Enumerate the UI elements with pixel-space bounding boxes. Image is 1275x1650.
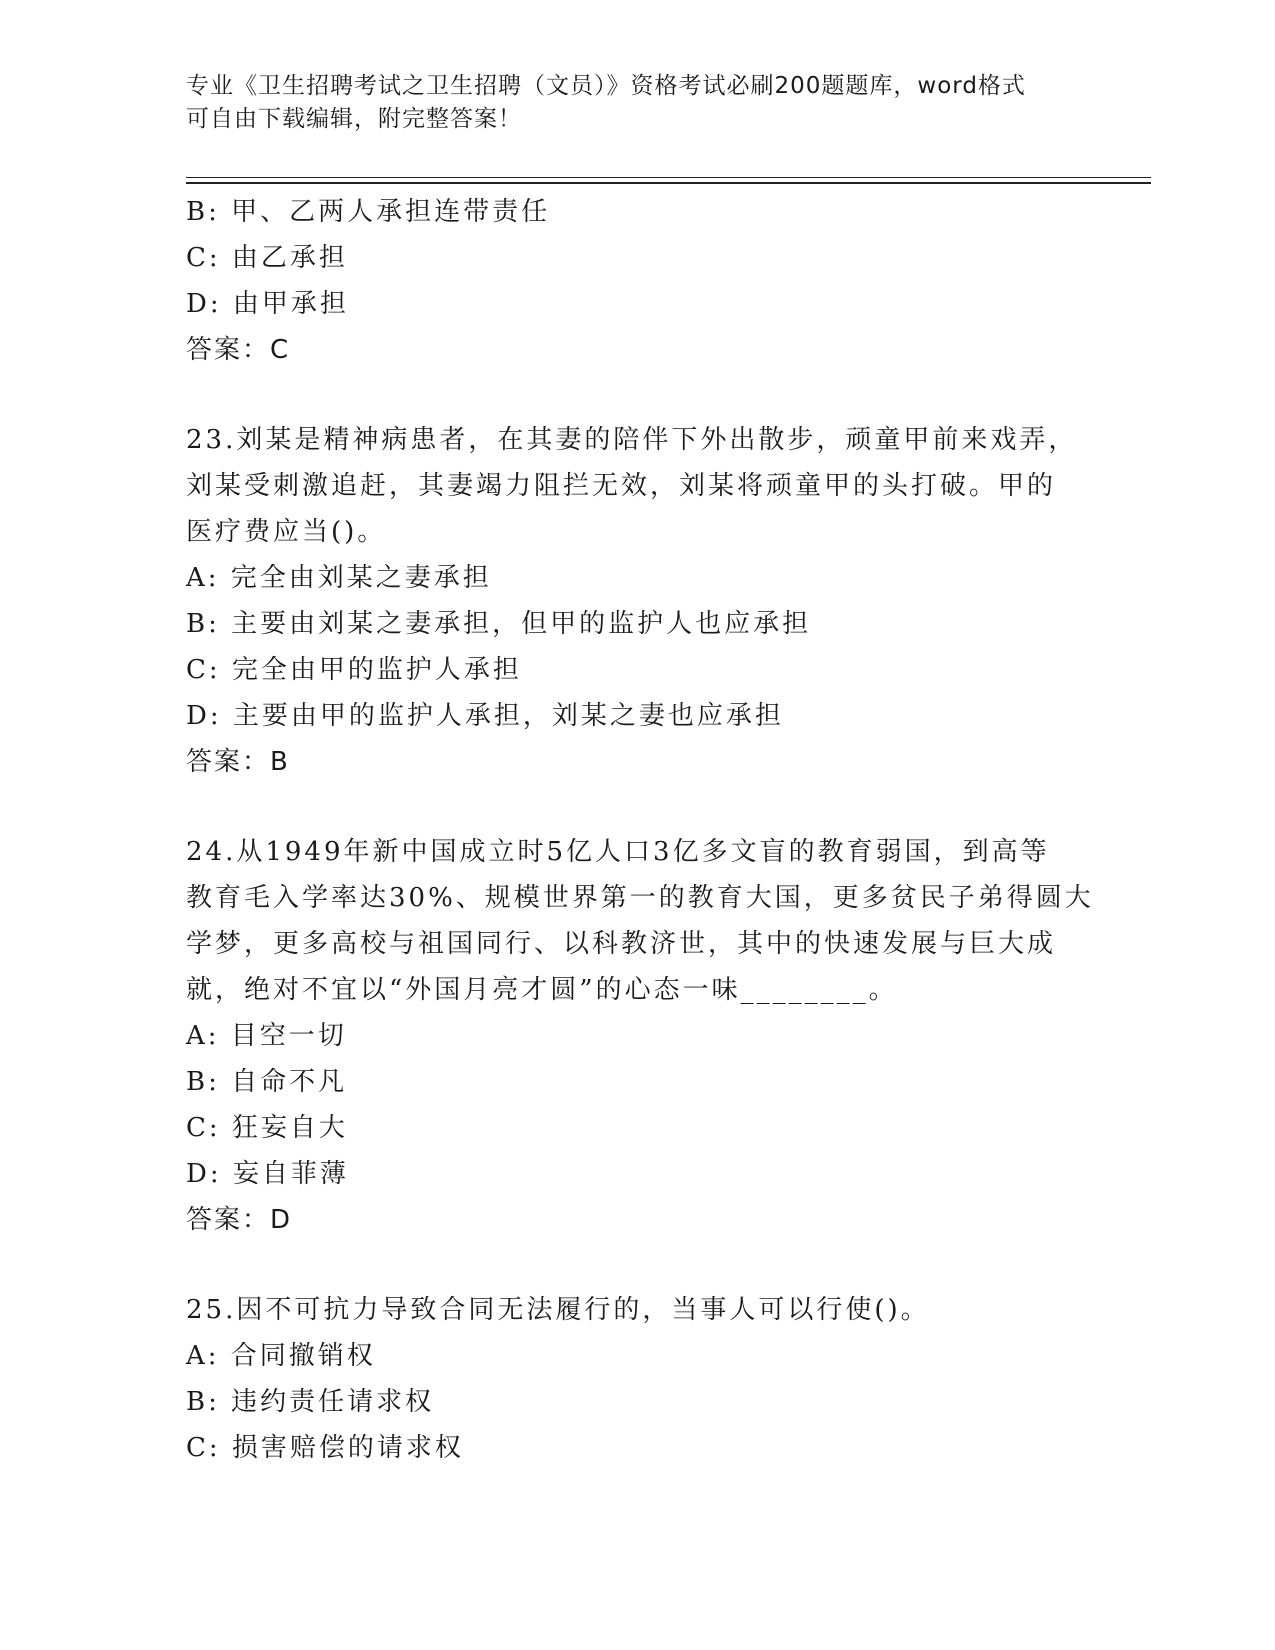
question-24 [186, 829, 1094, 1243]
header-divider-thin [186, 177, 1151, 178]
option-a: A: 完全由刘某之妻承担 [186, 563, 492, 593]
header-title-line-2: 可自由下载编辑，附完整答案！ [186, 106, 522, 132]
header-title-line-1: 专业《卫生招聘考试之卫生招聘（文员）》资格考试必刷200题题库，word格式 [186, 73, 1026, 99]
question-stem [186, 829, 1094, 1013]
spacer [186, 785, 1086, 829]
question-list [186, 189, 1094, 1471]
stem-line: 刘某受刺激追赶，其妻竭力阻拦无效，刘某将顽童甲的头打破。甲的 [186, 471, 1057, 501]
document-header [186, 70, 1066, 136]
option-b: B: 违约责任请求权 [186, 1387, 435, 1417]
option-c: C: 损害赔偿的请求权 [186, 1433, 464, 1463]
answer-label: 答案：D [186, 1205, 293, 1235]
stem-line: 23.刘某是精神病患者，在其妻的陪伴下外出散步，顽童甲前来戏弄， [186, 425, 1078, 455]
stem-line: 医疗费应当()。 [186, 517, 387, 547]
stem-line: 学梦，更多高校与祖国同行、以科教济世，其中的快速发展与巨大成 [186, 929, 1057, 959]
option-c: C: 由乙承担 [186, 243, 348, 273]
question-23 [186, 417, 1086, 785]
option-c: C: 狂妄自大 [186, 1113, 348, 1143]
header-divider-thick [186, 182, 1151, 184]
answer-label: 答案：B [186, 747, 290, 777]
spacer [186, 373, 1086, 417]
answer-label: 答案：C [186, 335, 291, 365]
spacer [186, 1243, 1086, 1287]
option-b: B: 主要由刘某之妻承担，但甲的监护人也应承担 [186, 609, 812, 639]
option-c: C: 完全由甲的监护人承担 [186, 655, 522, 685]
option-b: B: 甲、乙两人承担连带责任 [186, 197, 551, 227]
option-a: A: 目空一切 [186, 1021, 347, 1051]
question-stem [186, 1287, 1086, 1333]
question-25 [186, 1287, 1086, 1471]
question-stem [186, 417, 1086, 555]
option-d: D: 妄自菲薄 [186, 1159, 349, 1189]
option-d: D: 由甲承担 [186, 289, 349, 319]
stem-line: 25.因不可抗力导致合同无法履行的，当事人可以行使()。 [186, 1295, 930, 1325]
option-a: A: 合同撤销权 [186, 1341, 376, 1371]
stem-line: 教育毛入学率达30%、规模世界第一的教育大国，更多贫民子弟得圆大 [186, 883, 1094, 913]
stem-line: 24.从1949年新中国成立时5亿人口3亿多文盲的教育弱国，到高等 [186, 837, 1050, 867]
option-d: D: 主要由甲的监护人承担，刘某之妻也应承担 [186, 701, 784, 731]
question-22 [186, 189, 1086, 373]
option-b: B: 自命不凡 [186, 1067, 348, 1097]
stem-line: 就，绝对不宜以“外国月亮才圆”的心态一味________。 [186, 975, 898, 1005]
